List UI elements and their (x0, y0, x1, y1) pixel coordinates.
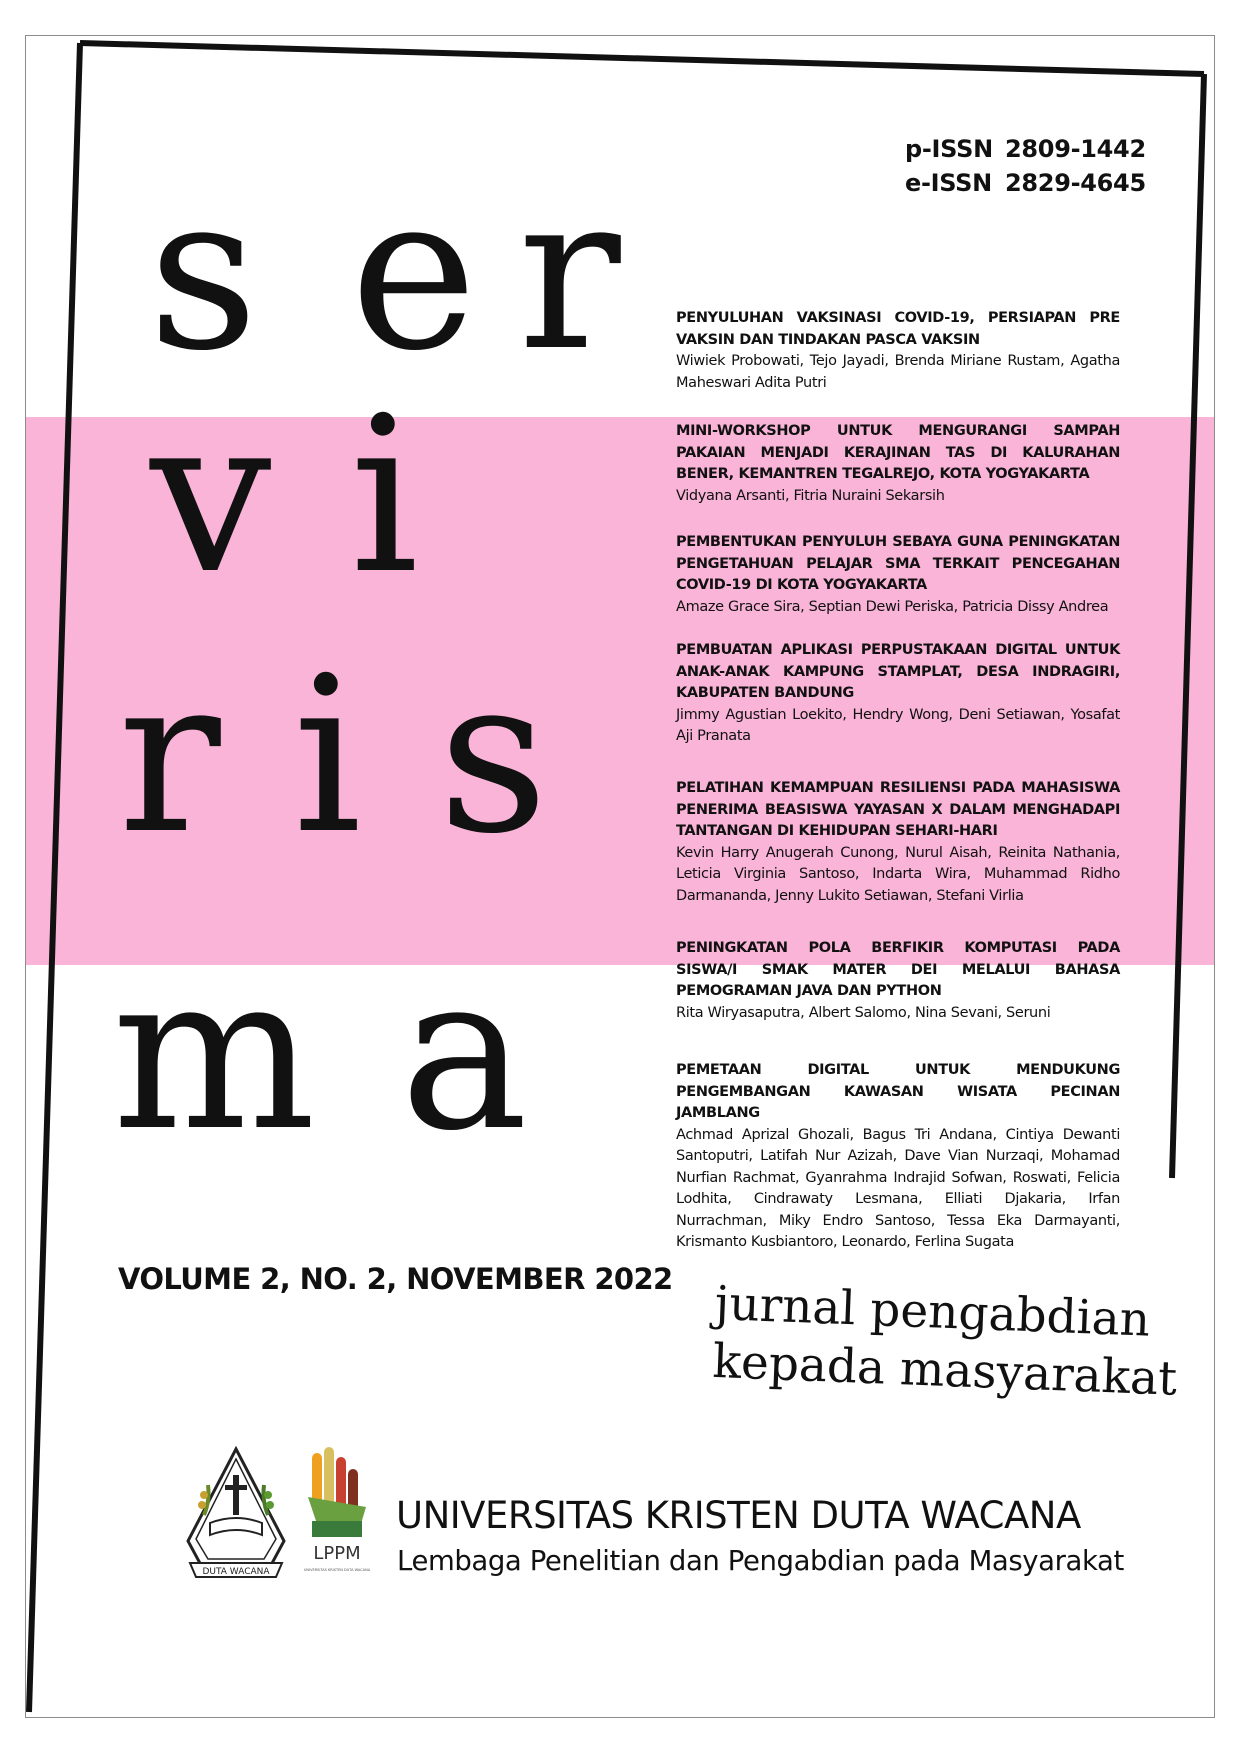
article-authors: Rita Wiryasaputra, Albert Salomo, Nina Sevani, Seruni (676, 1004, 1051, 1021)
university-name: UNIVERSITAS KRISTEN DUTA WACANA (396, 1494, 1081, 1537)
title-letter: v (150, 370, 272, 621)
issn-value: 2829-4645 (1005, 169, 1146, 197)
title-letter: m (112, 927, 316, 1178)
ukdw-banner-text: DUTA WACANA (202, 1567, 270, 1577)
title-letter: e (350, 147, 478, 398)
title-letter: s (148, 147, 259, 398)
article-item (676, 640, 1120, 748)
article-item (676, 778, 1120, 907)
title-letter: r (518, 147, 621, 398)
article-authors: Jimmy Agustian Loekito, Hendry Wong, Deni Setiawan, Yosafat Aji Pranata (676, 706, 1120, 744)
lppm-label: LPPM (313, 1543, 361, 1564)
title-letter: a (400, 927, 529, 1178)
title-letter: r (118, 630, 221, 881)
article-authors: Kevin Harry Anugerah Cunong, Nurul Aisah, Reinita Nathania, Leticia Virginia Santoso, Indarta Wira, Muhammad Ridho Darmananda, Jenny Lukito Setiawan, Stefani Virlia (676, 844, 1120, 904)
issn-label: p-ISSN (905, 135, 993, 163)
issn-block (905, 132, 1146, 200)
article-title: PEMBUATAN APLIKASI PERPUSTAKAAN DIGITAL UNTUK ANAK-ANAK KAMPUNG STAMPLAT, DESA INDRAGIRI, KABUPATEN BANDUNG (676, 642, 1120, 701)
journal-tagline (712, 1275, 1181, 1409)
issn-print (905, 132, 1146, 166)
lppm-logo (302, 1447, 372, 1583)
lppm-sub: UNIVERSITAS KRISTEN DUTA WACANA (303, 1568, 371, 1572)
university-subtitle: Lembaga Penelitian dan Pengabdian pada Masyarakat (397, 1545, 1124, 1577)
issn-value: 2809-1442 (1005, 135, 1146, 163)
title-letter: i (293, 630, 362, 881)
article-authors: Amaze Grace Sira, Septian Dewi Periska, Patricia Dissy Andrea (676, 598, 1109, 615)
article-title: PEMBENTUKAN PENYULUH SEBAYA GUNA PENINGKATAN PENGETAHUAN PELAJAR SMA TERKAIT PENCEGAHAN COVID-19 DI KOTA YOGYAKARTA (676, 534, 1120, 593)
issn-electronic (905, 166, 1146, 200)
issn-label: e-ISSN (905, 169, 992, 197)
article-item (676, 938, 1120, 1024)
article-title: PENYULUHAN VAKSINASI COVID-19, PERSIAPAN PRE VAKSIN DAN TINDAKAN PASCA VAKSIN (676, 310, 1120, 348)
article-title: PENINGKATAN POLA BERFIKIR KOMPUTASI PADA SISWA/I SMAK MATER DEI MELALUI BAHASA PEMOGRAMAN JAVA DAN PYTHON (676, 940, 1120, 999)
article-item (676, 532, 1120, 618)
article-authors: Wiwiek Probowati, Tejo Jayadi, Brenda Miriane Rustam, Agatha Maheswari Adita Putri (676, 353, 1120, 391)
article-title: PELATIHAN KEMAMPUAN RESILIENSI PADA MAHASISWA PENERIMA BEASISWA YAYASAN X DALAM MENGHADAPI TANTANGAN DI KEHIDUPAN SEHARI-HARI (676, 780, 1120, 839)
article-title: PEMETAAN DIGITAL UNTUK MENDUKUNG PENGEMBANGAN KAWASAN WISATA PECINAN JAMBLANG (676, 1062, 1120, 1121)
ukdw-logo (180, 1445, 292, 1583)
title-letter: i (350, 370, 419, 621)
article-item (676, 1060, 1120, 1254)
volume-info: VOLUME 2, NO. 2, NOVEMBER 2022 (118, 1262, 673, 1296)
tagline-line: jurnal pengabdian (713, 1275, 1152, 1348)
article-authors: Achmad Aprizal Ghozali, Bagus Tri Andana, Cintiya Dewanti Santoputri, Latifah Nur Azizah, Dave Vian Nurzaqi, Mohamad Nurfian Rachmat, Gyanrahma Indrajid Sofwan, Roswati, Felicia Lodhita, Cindrawaty Lesmana, Elliati Djakaria, Irfan Nurrachman, Miky Endro Santoso, Tessa Eka Darmayanti, Krismanto Kusbiantoro, Leonardo, Ferlina Sugata (676, 1126, 1120, 1250)
article-title: MINI-WORKSHOP UNTUK MENGURANGI SAMPAH PAKAIAN MENJADI KERAJINAN TAS DI KALURAHAN BENER, KEMANTREN TEGALREJO, KOTA YOGYAKARTA (676, 423, 1120, 482)
article-authors: Vidyana Arsanti, Fitria Nuraini Sekarsih (676, 487, 945, 504)
tagline-line: kepada masyarakat (711, 1333, 1179, 1407)
article-item (676, 308, 1120, 394)
title-letter: s (438, 630, 549, 881)
article-item (676, 421, 1120, 507)
